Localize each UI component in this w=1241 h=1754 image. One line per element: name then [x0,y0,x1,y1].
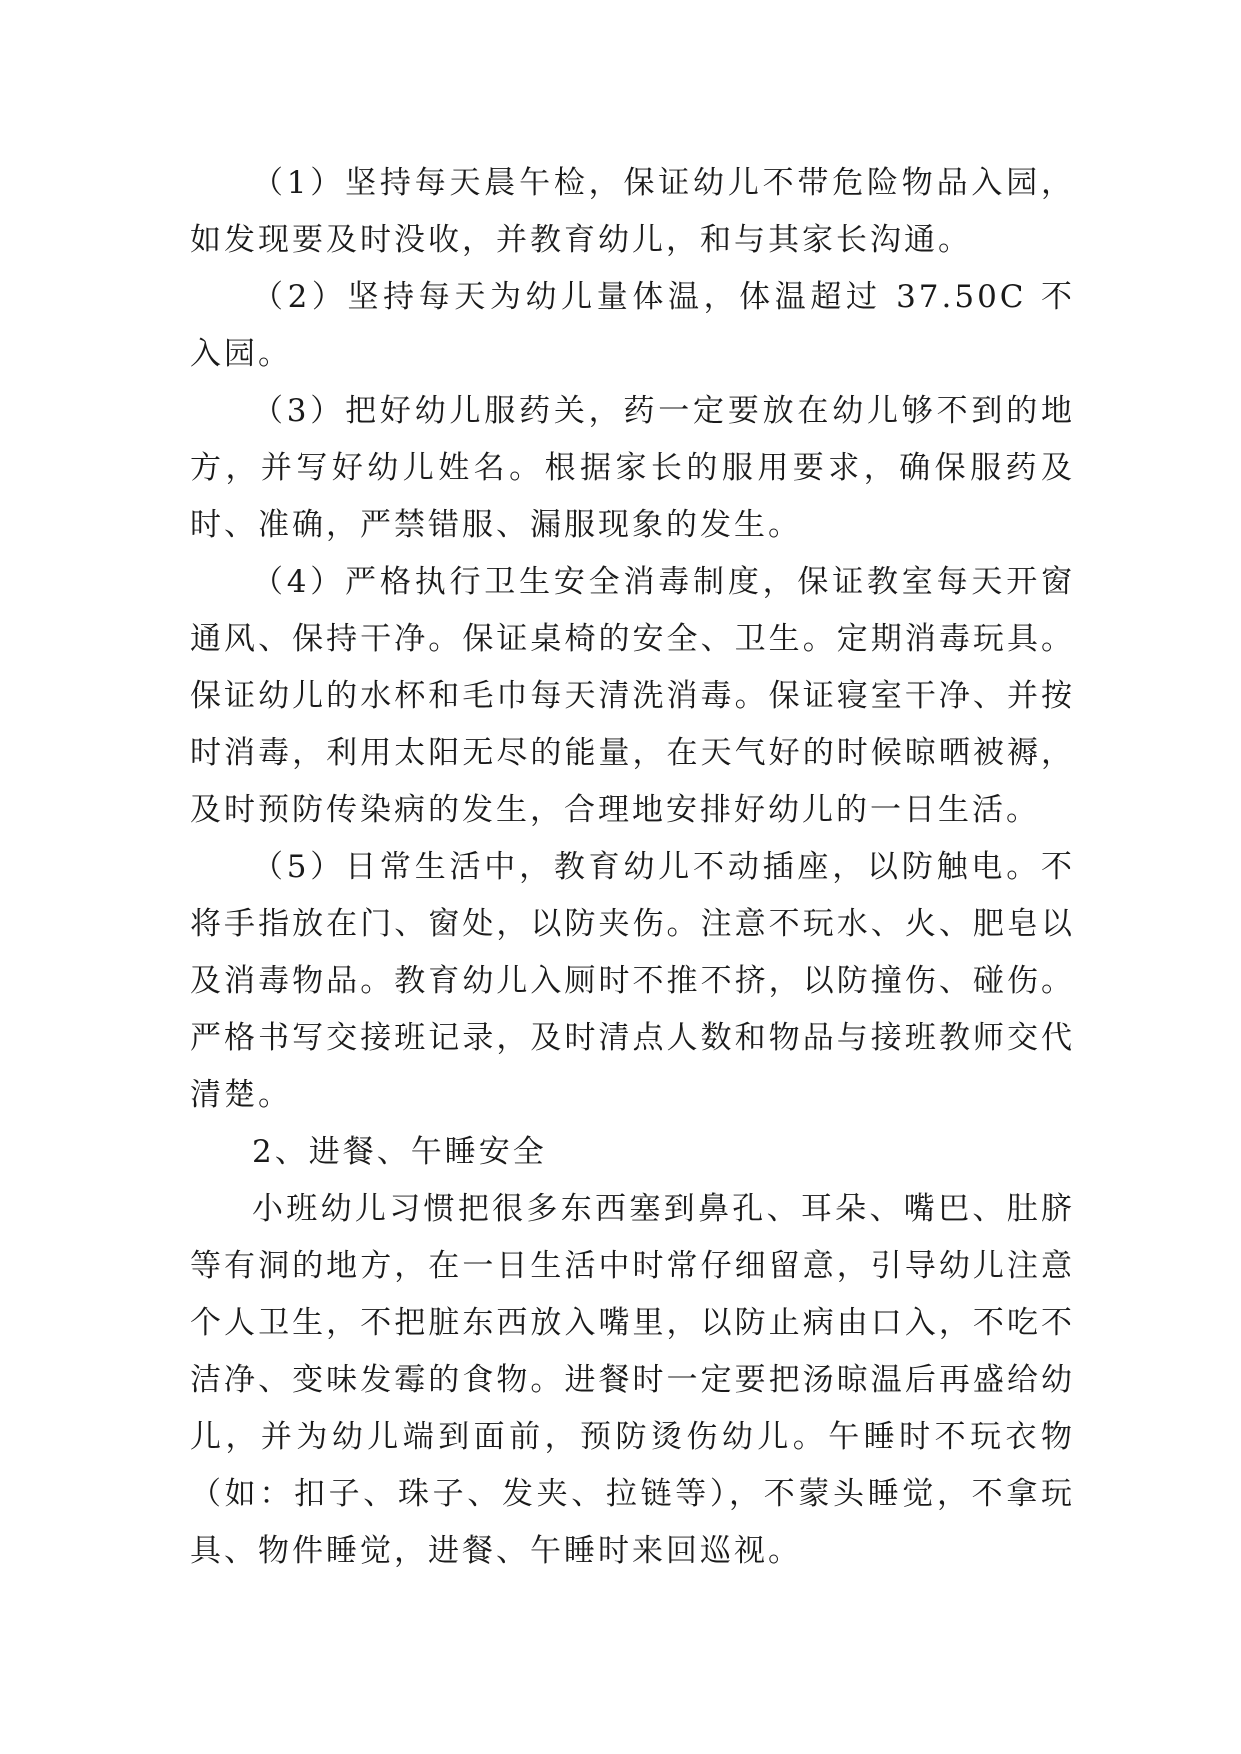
paragraph-daily-safety: （5）日常生活中，教育幼儿不动插座，以防触电。不将手指放在门、窗处，以防夹伤。注意不玩水、火、肥皂以及消毒物品。教育幼儿入厕时不推不挤，以防撞伤、碰伤。严格书写交接班记录，及时清点人数和物品与接班教师交代清楚。 [190,849,1075,1113]
paragraph-disinfection: （4）严格执行卫生安全消毒制度，保证教室每天开窗通风、保持干净。保证桌椅的安全、卫生。定期消毒玩具。保证幼儿的水杯和毛巾每天清洗消毒。保证寝室干净、并按时消毒，利用太阳无尽的能量，在天气好的时候晾晒被褥，及时预防传染病的发生，合理地安排好幼儿的一日生活。 [190,564,1075,828]
document-body [190,155,1075,1580]
paragraph-morning-check: （1）坚持每天晨午检，保证幼儿不带危险物品入园，如发现要及时没收，并教育幼儿，和与其家长沟通。 [190,165,1075,258]
paragraph-meal-nap: 小班幼儿习惯把很多东西塞到鼻孔、耳朵、嘴巴、肚脐等有洞的地方，在一日生活中时常仔细留意，引导幼儿注意个人卫生，不把脏东西放入嘴里，以防止病由口入，不吃不洁净、变味发霉的食物。进餐时一定要把汤晾温后再盛给幼儿，并为幼儿端到面前，预防烫伤幼儿。午睡时不玩衣物（如：扣子、珠子、发夹、拉链等），不蒙头睡觉，不拿玩具、物件睡觉，进餐、午睡时来回巡视。 [190,1191,1075,1569]
paragraph-temperature: （2）坚持每天为幼儿量体温，体温超过 37.50C 不入园。 [190,279,1075,372]
section-heading-meal-nap: 2、进餐、午睡安全 [252,1134,547,1170]
paragraph-medication: （3）把好幼儿服药关，药一定要放在幼儿够不到的地方，并写好幼儿姓名。根据家长的服用要求，确保服药及时、准确，严禁错服、漏服现象的发生。 [190,393,1075,543]
